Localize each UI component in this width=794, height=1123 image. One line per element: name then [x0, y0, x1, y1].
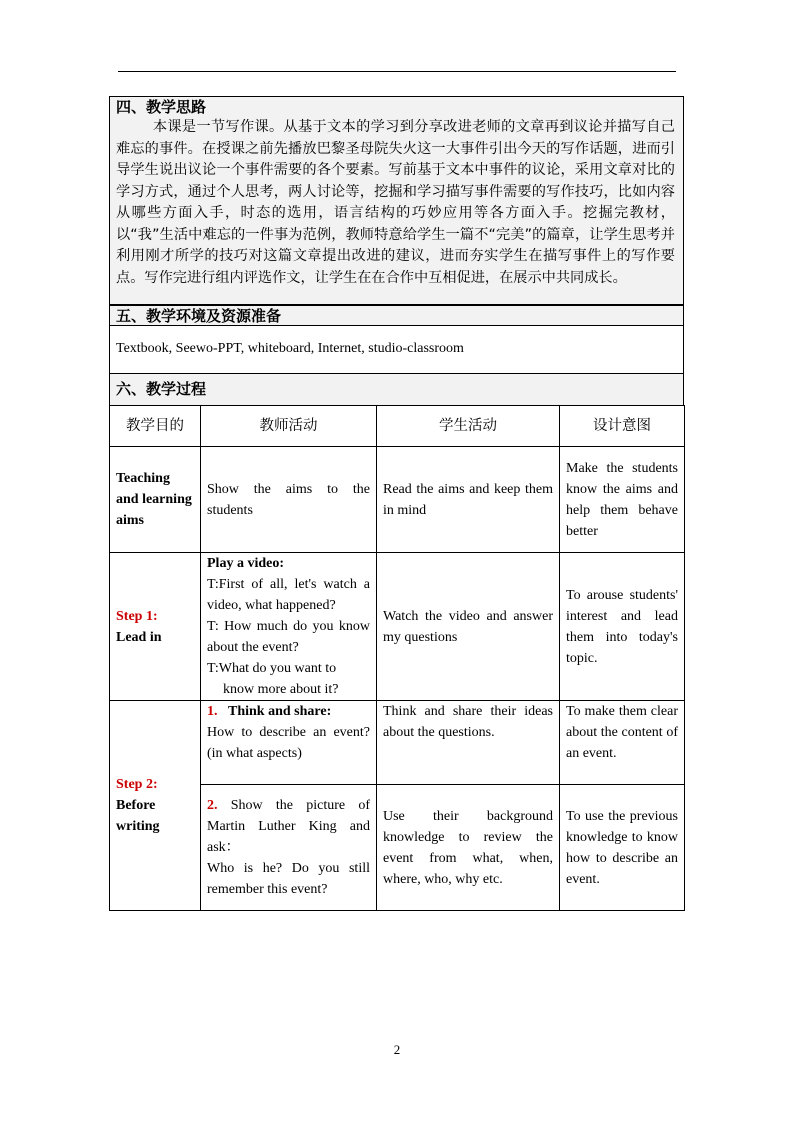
- intent-cell: To make them clear about the content of an event.: [560, 701, 685, 785]
- activity-line: How to describe an event?(in what aspects): [207, 725, 370, 761]
- process-table: [109, 405, 685, 911]
- teacher-activity-cell: [201, 785, 377, 911]
- header-rule: [118, 71, 676, 72]
- student-activity-cell: Think and share their ideas about the questions.: [377, 701, 560, 785]
- table-row: [110, 701, 685, 785]
- teacher-activity-cell: [201, 701, 377, 785]
- purpose-cell: Teaching and learning aims: [110, 447, 201, 553]
- activity-title: Play a video:: [207, 556, 284, 571]
- section-title: 四、教学思路: [116, 98, 207, 116]
- activity-line: T:First of all, let's watch a video, what happened?: [207, 577, 370, 613]
- section-title: 六、教学过程: [116, 380, 207, 398]
- purpose-cell: [110, 701, 201, 911]
- teacher-activity-cell: Show the aims to the students: [201, 447, 377, 553]
- table-row: [110, 447, 685, 553]
- student-activity-cell: Read the aims and keep them in mind: [377, 447, 560, 553]
- page-number: 2: [393, 1042, 401, 1057]
- step-label: Step 2:: [116, 777, 158, 792]
- table-row: [110, 553, 685, 701]
- intent-cell: Make the students know the aims and help them behave better: [560, 447, 685, 553]
- purpose-label: Before writing: [116, 798, 160, 834]
- activity-line: know more about it?: [223, 682, 339, 697]
- section-resources-body: [109, 326, 684, 374]
- resources-text: Textbook, Seewo-PPT, whiteboard, Internet, studio-classroom: [116, 341, 464, 356]
- activity-line: T: How much do you know about the event?: [207, 619, 370, 655]
- table-header-row: [110, 406, 685, 447]
- header-cell: 学生活动: [377, 406, 560, 447]
- item-number: 1.: [207, 704, 218, 719]
- student-activity-cell: Watch the video and answer my questions: [377, 553, 560, 701]
- section-body: 本课是一节写作课。从基于文本的学习到分享改进老师的文章再到议论并描写自己难忘的事件。在授课之前先播放巴黎圣母院失火这一大事件引出今天的写作话题，进而引导学生说出议论一个事件需要的各个要素。写前基于文本中事件的议论，采用文章对比的学习方式，通过个人思考，两人讨论等，挖掘和学习描写事件需要的写作技巧，比如内容从哪些方面入手，时态的选用，语言结构的巧妙应用等各方面入手。挖掘完教材，以“我”生活中难忘的一件事为范例，教师特意给学生一篇不“完美”的篇章，让学生思考并利用刚才所学的技巧对这篇文章提出改进的建议，进而夯实学生在描写事件上的写作要点。写作完进行组内评选作文，让学生在在合作中互相促进，在展示中共同成长。: [116, 119, 675, 286]
- section-title: 五、教学环境及资源准备: [116, 307, 282, 325]
- activity-title: Think and share:: [228, 704, 332, 719]
- activity-line: Who is he? Do you still remember this event?: [207, 861, 370, 897]
- section-process-title: [109, 373, 684, 406]
- header-cell: 教学目的: [110, 406, 201, 447]
- header-cell: 教师活动: [201, 406, 377, 447]
- header-cell: 设计意图: [560, 406, 685, 447]
- section-resources-title: [109, 305, 684, 326]
- item-number: 2.: [207, 798, 218, 813]
- intent-cell: To use the previous knowledge to know how to describe an event.: [560, 785, 685, 911]
- activity-line: Show the picture of Martin Luther King and ask：: [207, 798, 371, 855]
- purpose-cell: [110, 553, 201, 701]
- intent-cell: To arouse students' interest and lead them into today's topic.: [560, 553, 685, 701]
- section-teaching-approach: [109, 96, 684, 305]
- step-label: Step 1:: [116, 608, 158, 624]
- purpose-label: Lead in: [116, 629, 162, 645]
- teacher-activity-cell: [201, 553, 377, 701]
- activity-line: T:What do you want to: [207, 661, 337, 676]
- student-activity-cell: Use their background knowledge to review the event from what, when, where, who, why etc.: [377, 785, 560, 911]
